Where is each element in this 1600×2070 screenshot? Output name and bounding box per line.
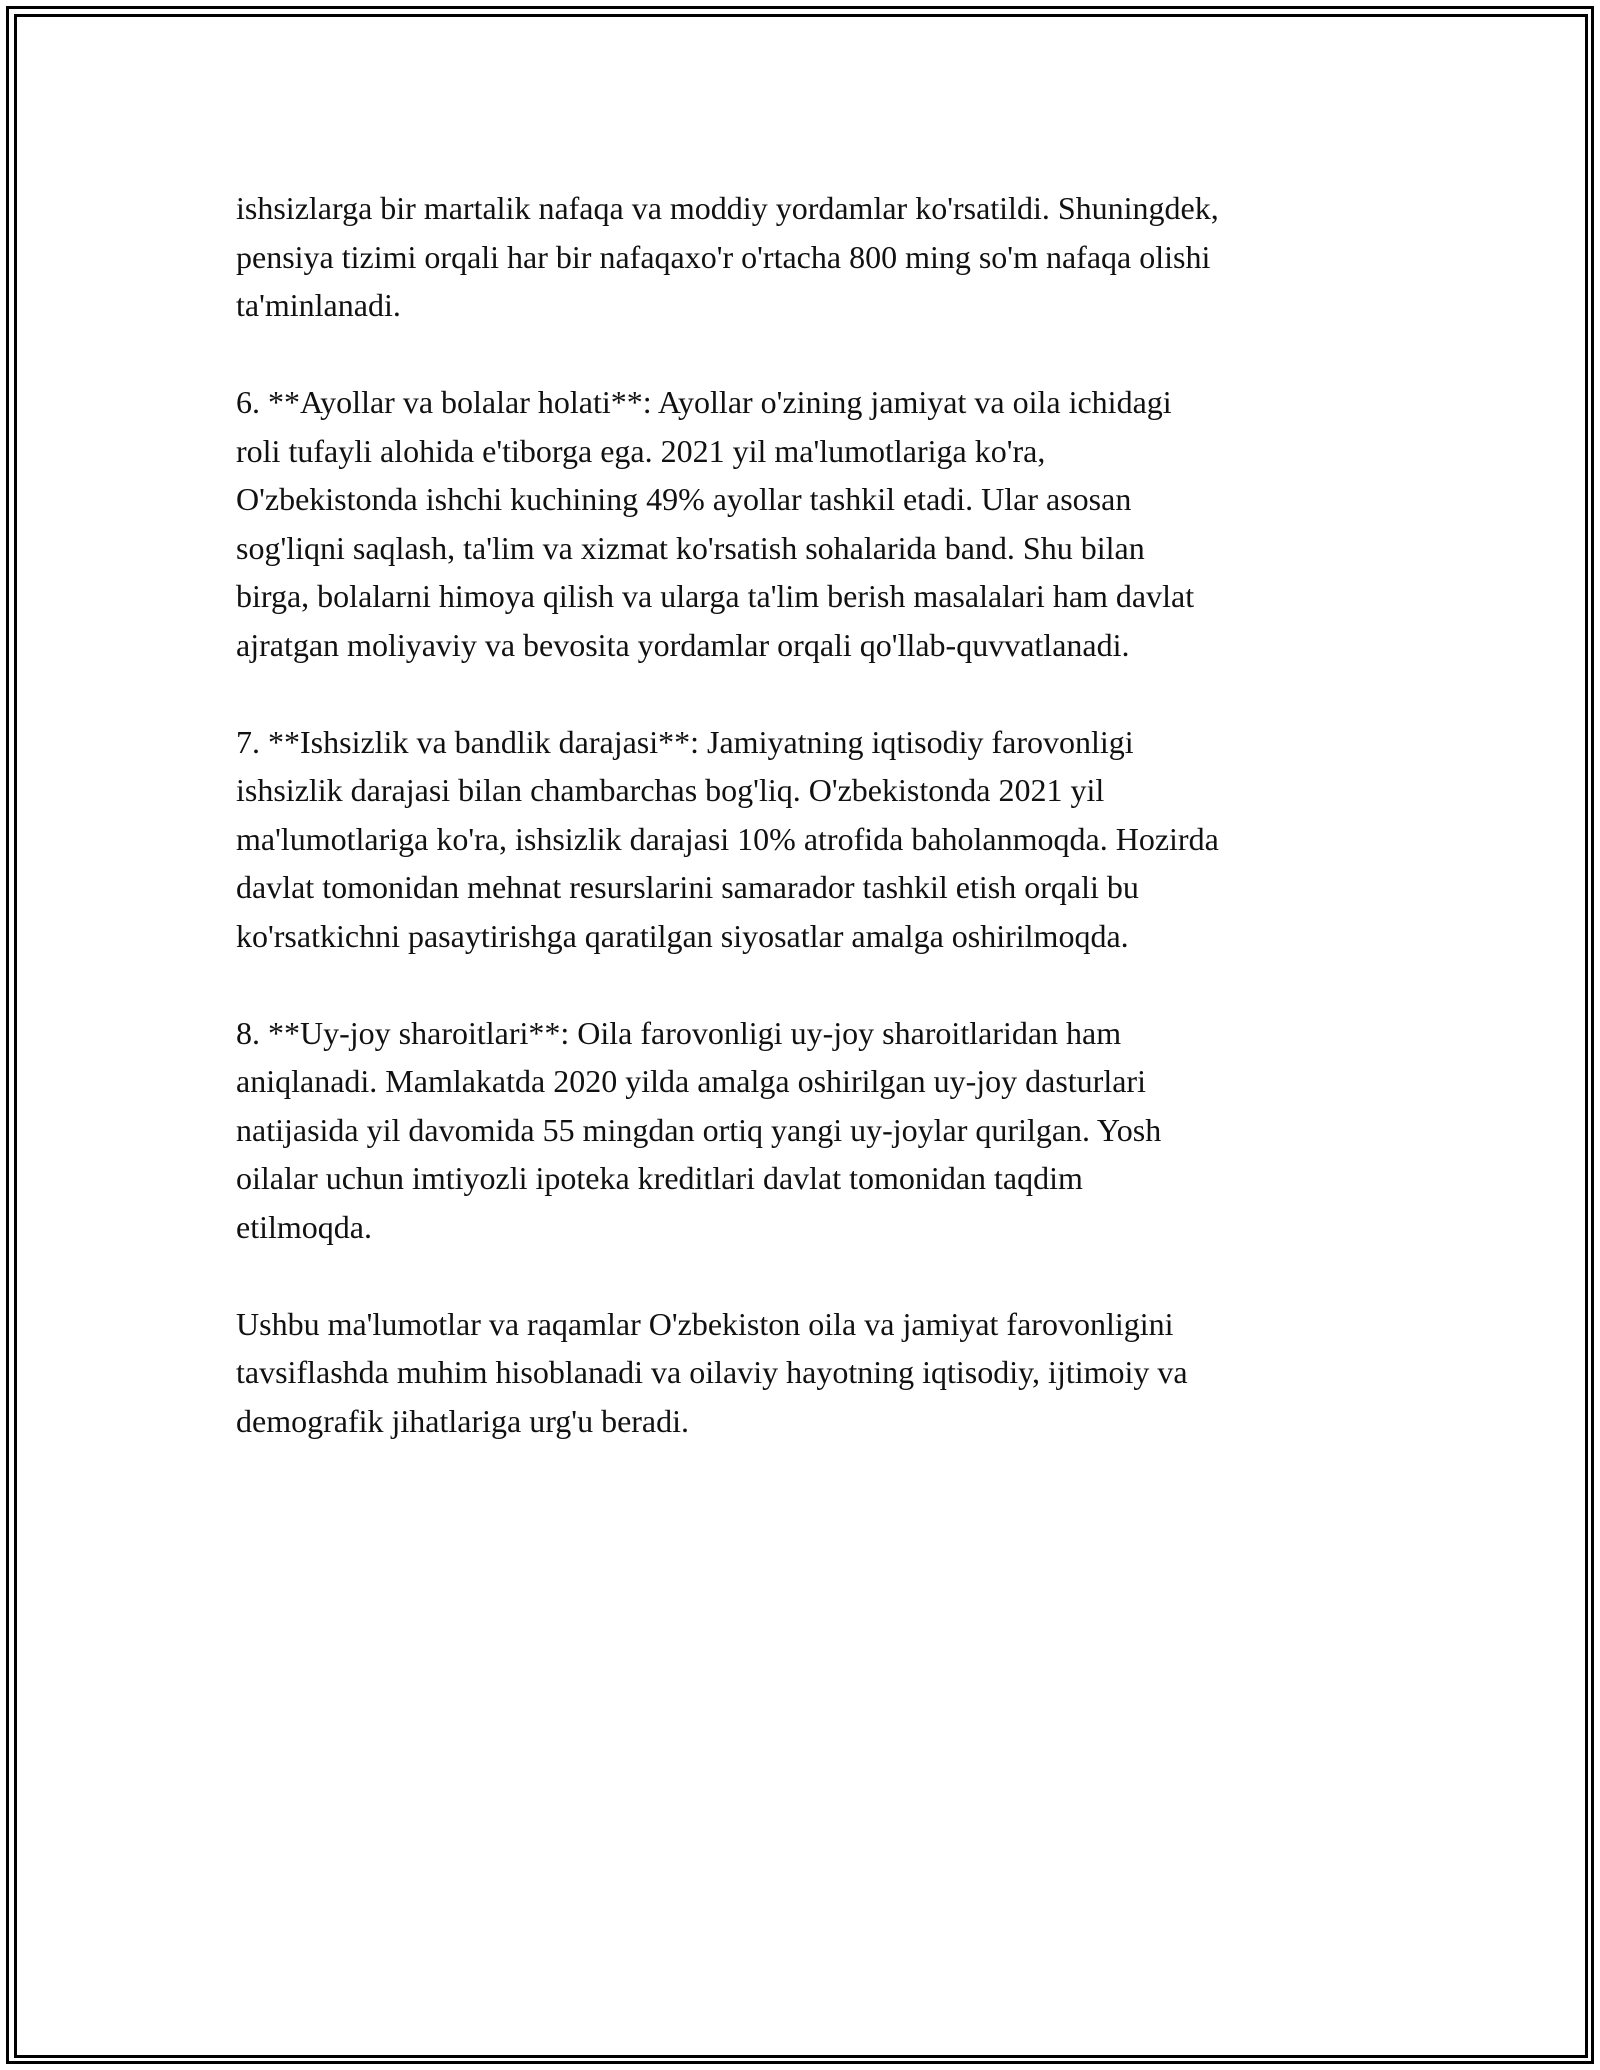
paragraph-housing: 8. **Uy-joy sharoitlari**: Oila farovonligi uy-joy sharoitlaridan ham aniqlanadi. Mamlakatda 2020 yilda amalga oshirilgan uy-joy dasturlari natijasida yil davomida 55 mingdan ortiq yangi uy-joylar qurilgan. Yosh oilalar uchun imtiyozli ipoteka kreditlari davlat tomonidan taqdim etilmoqda. — [236, 1014, 1162, 1245]
paragraph-women-children: 6. **Ayollar va bolalar holati**: Ayollar o'zining jamiyat va oila ichidagi roli tufayli alohida e'tiborga ega. 2021 yil ma'lumotlariga ko'ra, O'zbekistonda ishchi kuchining 49% ayollar tashkil etadi. Ular asosan sog'liqni saqlash, ta'lim va xizmat ko'rsatish sohalarida band. Shu bilan birga, bolalarni himoya qilish va ularga ta'lim berish masalalari ham davlat ajratgan moliyaviy va bevosita yordamlar orqali qo'llab-quvvatlanadi. — [236, 384, 1195, 663]
paragraph-conclusion: Ushbu ma'lumotlar va raqamlar O'zbekiston oila va jamiyat farovonligini tavsiflashda muhim hisoblanadi va oilaviy hayotning iqtisodiy, ijtimoiy va demografik jihatlariga urg'u beradi. — [236, 1305, 1188, 1439]
document-body — [236, 184, 1376, 1494]
paragraph-unemployment: 7. **Ishsizlik va bandlik darajasi**: Jamiyatning iqtisodiy farovonligi ishsizlik darajasi bilan chambarchas bog'liq. O'zbekistonda 2021 yil ma'lumotlariga ko'ra, ishsizlik darajasi 10% atrofida baholanmoqda. Hozirda davlat tomonidan mehnat resurslarini samarador tashkil etish orqali bu ko'rsatkichni pasaytirishga qaratilgan siyosatlar amalga oshirilmoqda. — [236, 723, 1219, 954]
paragraph-continuation: ishsizlarga bir martalik nafaqa va moddiy yordamlar ko'rsatildi. Shuningdek, pensiya tizimi orqali har bir nafaqaxo'r o'rtacha 800 ming so'm nafaqa olishi ta'minlanadi. — [236, 190, 1219, 323]
